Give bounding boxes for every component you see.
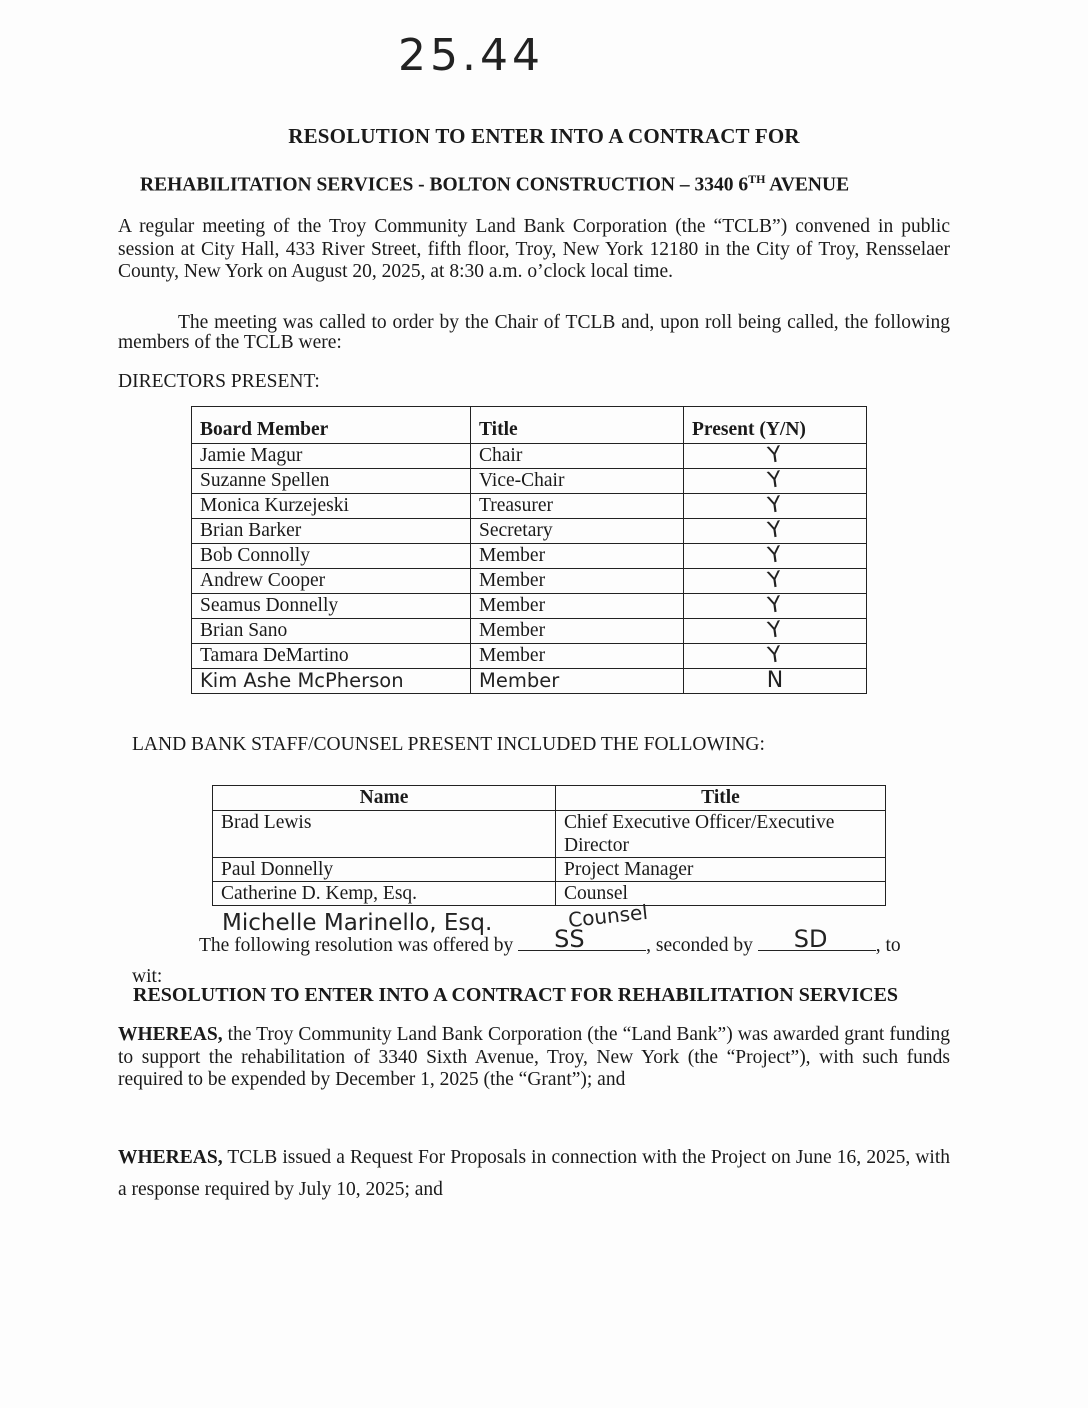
- member-present-mark: Y: [684, 444, 867, 469]
- whereas-clause-2: [118, 1142, 950, 1206]
- offer-middle: , seconded by: [646, 935, 753, 956]
- member-present-mark: Y: [684, 644, 867, 669]
- table-row: [192, 444, 867, 469]
- roll-call-paragraph: The meeting was called to order by the Chair of TCLB and, upon roll being called, the following members of the TCLB were:: [118, 312, 950, 353]
- whereas-lead: WHEREAS,: [118, 1147, 223, 1168]
- member-present-mark: Y: [684, 569, 867, 594]
- member-present-mark: Y: [684, 544, 867, 569]
- staff-table-header: [213, 786, 886, 811]
- whereas-lead: WHEREAS,: [118, 1024, 223, 1045]
- header-title: Title: [556, 786, 886, 811]
- directors-table: [191, 406, 867, 694]
- table-row: [192, 544, 867, 569]
- table-row: [192, 594, 867, 619]
- member-name-handwritten: Kim Ashe McPherson: [192, 669, 471, 694]
- offer-suffix: , to: [875, 935, 901, 956]
- table-row: [192, 669, 867, 694]
- offered-by-initials: SS: [554, 925, 585, 953]
- header-name: Name: [213, 786, 556, 811]
- document-title-line-2: [140, 172, 849, 197]
- member-name: Tamara DeMartino: [192, 644, 471, 669]
- member-present-mark: Y: [684, 594, 867, 619]
- title-line-2-end: AVENUE: [765, 174, 850, 196]
- table-row: [192, 494, 867, 519]
- member-title: Member: [471, 569, 684, 594]
- member-name: Jamie Magur: [192, 444, 471, 469]
- member-present-mark: Y: [684, 619, 867, 644]
- offer-prefix: The following resolution was offered by: [199, 935, 514, 956]
- member-name: Bob Connolly: [192, 544, 471, 569]
- member-title: Member: [471, 619, 684, 644]
- member-name: Brian Sano: [192, 619, 471, 644]
- whereas-text: the Troy Community Land Bank Corporation (the “Land Bank”) was awarded grant funding to support the rehabilitation of 3340 Sixth Avenue, Troy, New York (the “Project”), with such funds required to be expended by December 1, 2025 (the “Grant”); and: [118, 1024, 950, 1090]
- staff-table: [212, 785, 886, 906]
- member-title: Secretary: [471, 519, 684, 544]
- handwritten-staff-name: Michelle Marinello, Esq.: [222, 910, 493, 936]
- header-title: Title: [471, 407, 684, 444]
- title-line-2-superscript: TH: [748, 172, 766, 186]
- table-row: [192, 569, 867, 594]
- staff-name: Brad Lewis: [213, 811, 556, 858]
- member-name: Andrew Cooper: [192, 569, 471, 594]
- member-name: Suzanne Spellen: [192, 469, 471, 494]
- header-present: Present (Y/N): [684, 407, 867, 444]
- seconded-by-initials: SD: [793, 925, 828, 953]
- seconded-by-field: [758, 925, 876, 953]
- staff-name: Catherine D. Kemp, Esq.: [213, 882, 556, 906]
- directors-present-label: DIRECTORS PRESENT:: [118, 371, 320, 392]
- staff-title: Counsel: [556, 882, 886, 906]
- member-name: Brian Barker: [192, 519, 471, 544]
- offered-by-field: [518, 925, 646, 953]
- member-title: Treasurer: [471, 494, 684, 519]
- header-board-member: Board Member: [192, 407, 471, 444]
- member-title: Member: [471, 644, 684, 669]
- member-title: Chair: [471, 444, 684, 469]
- handwritten-document-number: 25.44: [398, 30, 544, 81]
- table-row: [192, 619, 867, 644]
- staff-title: Project Manager: [556, 858, 886, 882]
- member-name: Monica Kurzejeski: [192, 494, 471, 519]
- member-present-mark: Y: [684, 494, 867, 519]
- table-row: [213, 811, 886, 858]
- resolution-offer-line: [199, 925, 901, 957]
- title-line-2-main: REHABILITATION SERVICES - BOLTON CONSTRUCTION – 3340 6: [140, 174, 749, 196]
- whereas-clause-1: [118, 1024, 950, 1092]
- member-title: Member: [471, 594, 684, 619]
- resolution-heading: RESOLUTION TO ENTER INTO A CONTRACT FOR REHABILITATION SERVICES: [133, 984, 899, 1006]
- member-present-mark: N: [684, 669, 867, 694]
- member-present-mark: Y: [684, 469, 867, 494]
- directors-table-header: [192, 407, 867, 444]
- staff-present-label: LAND BANK STAFF/COUNSEL PRESENT INCLUDED THE FOLLOWING:: [132, 734, 765, 755]
- member-name: Seamus Donnelly: [192, 594, 471, 619]
- member-title: Member: [471, 544, 684, 569]
- document-title-line-1: RESOLUTION TO ENTER INTO A CONTRACT FOR: [288, 124, 800, 148]
- member-title: Vice-Chair: [471, 469, 684, 494]
- whereas-text: TCLB issued a Request For Proposals in connection with the Project on June 16, 2025, with a response required by July 10, 2025; and: [118, 1147, 950, 1200]
- intro-paragraph: A regular meeting of the Troy Community Land Bank Corporation (the “TCLB”) convened in public session at City Hall, 433 River Street, fifth floor, Troy, New York 12180 in the City of Troy, Rensselaer County, New York on August 20, 2025, at 8:30 a.m. o’clock local time.: [118, 216, 950, 282]
- member-present-mark: Y: [684, 519, 867, 544]
- staff-name: Paul Donnelly: [213, 858, 556, 882]
- staff-title: Chief Executive Officer/Executive Director: [556, 811, 886, 858]
- table-row: [213, 858, 886, 882]
- table-row: [192, 519, 867, 544]
- handwritten-staff-title: Counsel: [566, 899, 649, 933]
- table-row: [192, 469, 867, 494]
- wit-label: wit:: [132, 966, 163, 987]
- member-title-handwritten: Member: [471, 669, 684, 694]
- table-row: [213, 882, 886, 906]
- table-row: [192, 644, 867, 669]
